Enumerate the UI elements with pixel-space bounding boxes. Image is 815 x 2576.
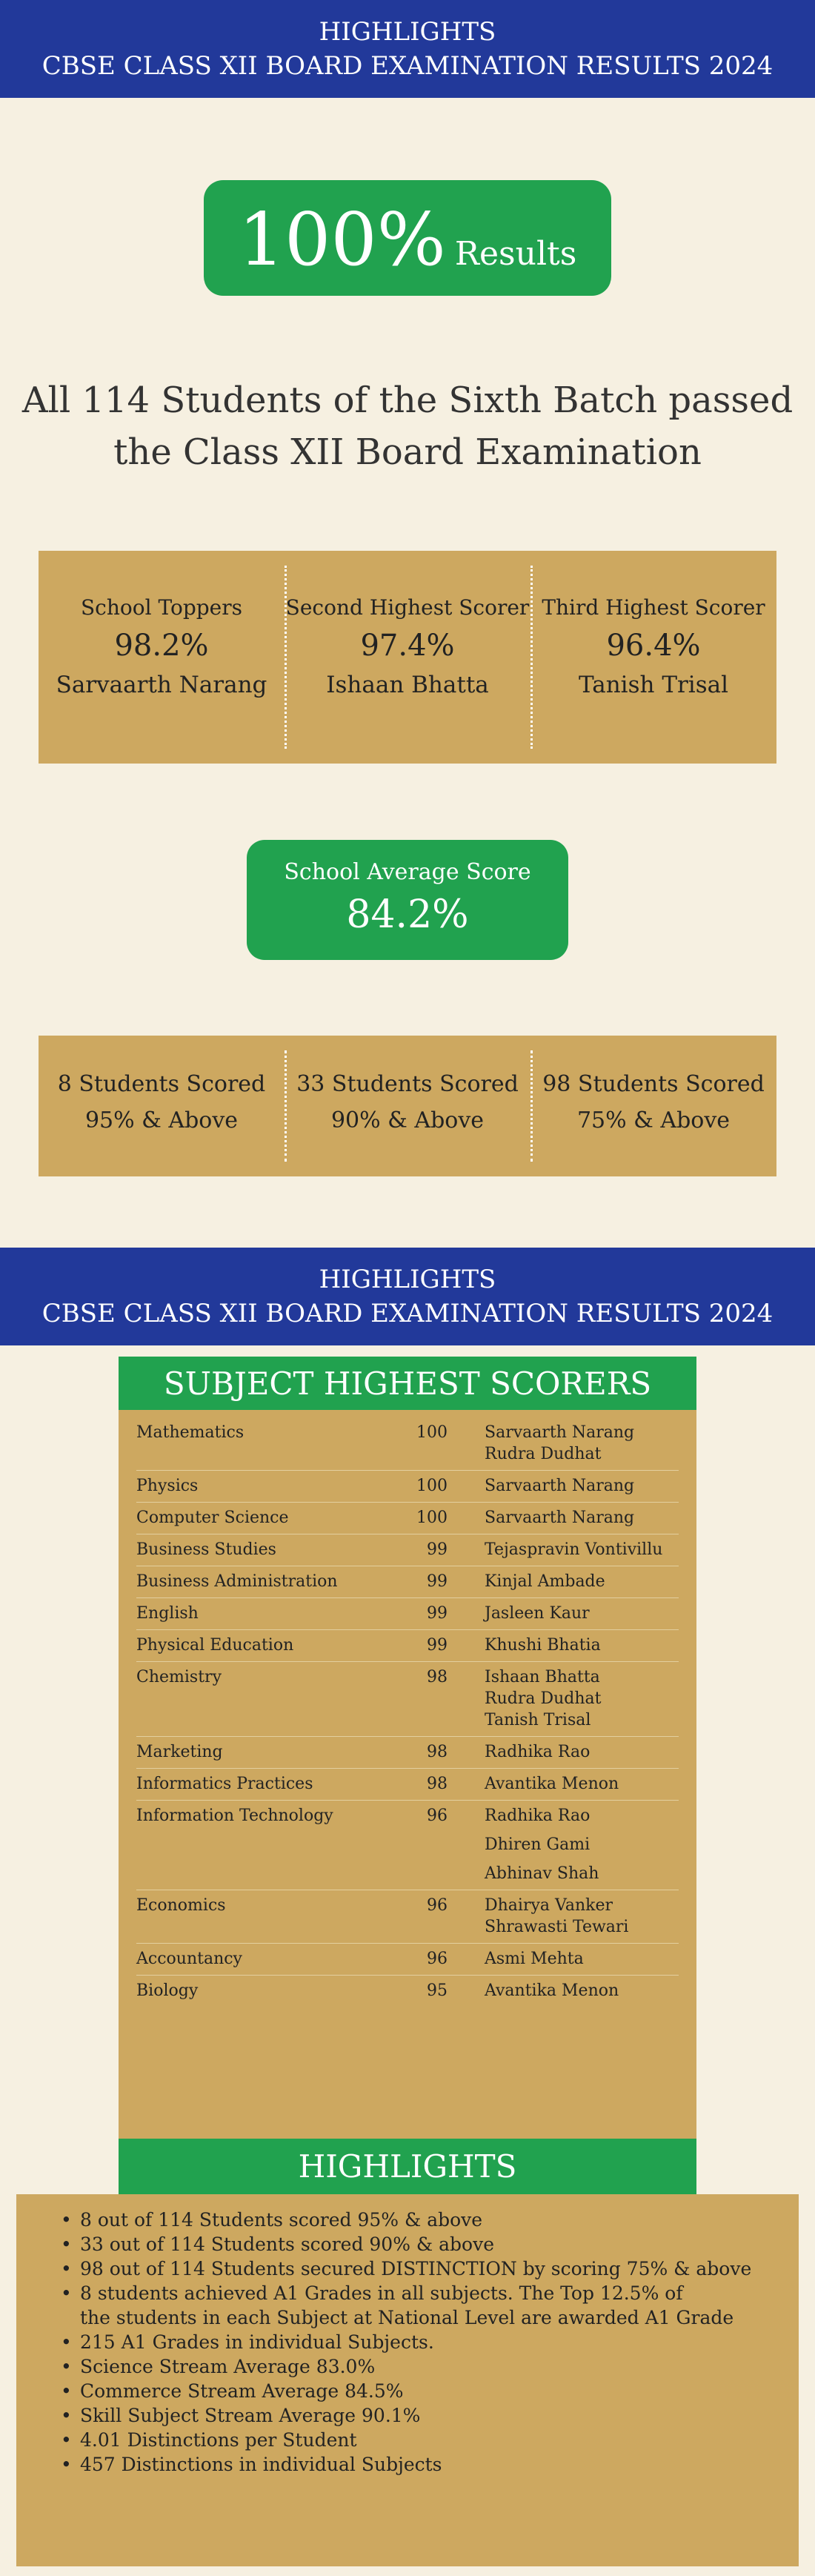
header-line-2: CBSE CLASS XII BOARD EXAMINATION RESULTS 2024 [41,51,774,81]
scorer-names [485,1422,634,1465]
subject-name: Information Technology [136,1807,333,1825]
subject-marks: 98 [427,1743,448,1761]
scorer-names [485,1507,634,1529]
bullet-icon: • [61,2282,72,2304]
average-value: 84.2% [346,893,469,937]
scorer-names [485,1571,605,1592]
subject-scorers-title: SUBJECT HIGHEST SCORERS [119,1357,696,1410]
subject-name: English [136,1604,199,1623]
list-item [61,2428,799,2452]
highlight-line: Skill Subject Stream Average 90.1% [80,2405,421,2426]
bullet-icon: • [61,2234,72,2255]
scorer-names [485,1773,619,1795]
table-row [136,1944,679,1976]
scorer-name: Radhika Rao [485,1807,591,1825]
scorer-name: Ishaan Bhatta [485,1668,600,1686]
table-row [136,1598,679,1630]
highlight-text [80,2379,404,2403]
bullet-icon: • [61,2454,72,2475]
topper-title: School Toppers [81,595,242,620]
highlight-line: 457 Distinctions in individual Subjects [80,2454,442,2475]
subject-name: Marketing [136,1743,223,1761]
subject-marks: 100 [416,1509,448,1527]
topper-score: 96.4% [606,629,701,663]
bullet-icon: • [61,2429,72,2451]
scorer-names [485,1539,662,1560]
bullet-icon: • [61,2380,72,2402]
subject-marks: 99 [427,1636,448,1655]
bullet-icon: • [61,2356,72,2377]
highlights-title: HIGHLIGHTS [119,2139,696,2194]
bullet-icon: • [61,2258,72,2279]
highlights-list [16,2194,799,2566]
highlight-line: 8 students achieved A1 Grades in all subjects. The Top 12.5% of [80,2282,683,2304]
topper-card [39,551,285,764]
band-line-2: 75% & Above [576,1107,731,1133]
topper-score: 98.2% [114,629,209,663]
subject-marks: 100 [416,1477,448,1495]
band-line-1: 33 Students Scored [296,1071,519,1097]
list-item [61,2281,799,2330]
topper-card [530,551,776,764]
result-label: Results [454,235,577,273]
subject-name: Computer Science [136,1509,289,1527]
subject-name: Mathematics [136,1423,245,1442]
table-row [136,1801,679,1890]
table-row [136,1503,679,1534]
result-badge [204,180,611,296]
scorer-name: Shrawasti Tewari [485,1918,629,1936]
average-badge [247,840,568,960]
subject-marks: 99 [427,1572,448,1591]
subject-marks: 100 [416,1423,448,1442]
score-bands-box [39,1036,776,1176]
subject-name: Business Studies [136,1540,276,1559]
header-line-2: CBSE CLASS XII BOARD EXAMINATION RESULTS 2024 [41,1299,774,1328]
passed-statement [0,374,815,478]
highlight-line: 215 A1 Grades in individual Subjects. [80,2331,434,2353]
highlight-line: 33 out of 114 Students scored 90% & above [80,2234,494,2255]
subject-marks: 96 [427,1950,448,1968]
table-row [136,1471,679,1503]
highlight-text [80,2403,420,2428]
passed-line-2: the Class XII Board Examination [113,431,702,473]
scorer-name: Asmi Mehta [485,1950,584,1968]
list-item [61,2330,799,2354]
topper-card [285,551,530,764]
subject-marks: 99 [427,1540,448,1559]
list-item [61,2379,799,2403]
subject-name: Biology [136,1981,199,2000]
subject-marks: 96 [427,1896,448,1915]
subject-name: Accountancy [136,1950,242,1968]
highlight-line: 8 out of 114 Students scored 95% & above [80,2209,483,2231]
subject-marks: 98 [427,1668,448,1686]
scorer-names [485,1948,584,1970]
table-row [136,1534,679,1566]
highlight-line: Science Stream Average 83.0% [80,2356,376,2377]
list-item [61,2257,799,2281]
highlight-text [80,2232,494,2257]
table-row [136,1630,679,1662]
scorer-names [485,1741,590,1763]
header-banner-2 [0,1248,815,1345]
table-row [136,1417,679,1471]
scorer-name: Rudra Dudhat [485,1689,602,1708]
table-row [136,1769,679,1801]
scorer-names [485,1805,599,1884]
list-item [61,2208,799,2232]
highlight-line: Commerce Stream Average 84.5% [80,2380,404,2402]
table-row [136,1976,679,2007]
subject-name: Business Administration [136,1572,338,1591]
scorer-names [485,1603,590,1624]
subject-marks: 99 [427,1604,448,1623]
highlight-line: the students in each Subject at National Level are awarded A1 Grade [80,2307,734,2328]
highlight-text [80,2330,434,2354]
bullet-icon: • [61,2209,72,2231]
band-line-1: 8 Students Scored [57,1071,266,1097]
header-line-1: HIGHLIGHTS [319,1265,496,1294]
highlight-text [80,2428,357,2452]
scorer-name: Rudra Dudhat [485,1445,602,1463]
list-item [61,2403,799,2428]
scorer-name: Jasleen Kaur [485,1604,590,1623]
header-banner [0,0,815,98]
scorer-name: Radhika Rao [485,1743,591,1761]
list-item [61,2354,799,2379]
table-row [136,1737,679,1769]
band-line-2: 95% & Above [84,1107,239,1133]
scorer-name: Khushi Bhatia [485,1636,601,1655]
scorer-name: Sarvaarth Narang [485,1423,635,1442]
passed-line-1: All 114 Students of the Sixth Batch passed [21,380,794,421]
scorer-names [485,1895,628,1938]
toppers-box [39,551,776,764]
table-row [136,1566,679,1598]
scorer-names [485,1475,634,1497]
scorer-names [485,1666,601,1731]
score-band [39,1036,285,1176]
scorer-name: Tanish Trisal [485,1711,591,1729]
subject-name: Informatics Practices [136,1775,313,1793]
subject-name: Physics [136,1477,199,1495]
band-line-2: 90% & Above [330,1107,485,1133]
scorer-name: Abhinav Shah [485,1864,599,1883]
score-band [530,1036,776,1176]
scorer-name: Avantika Menon [485,1775,619,1793]
list-item [61,2452,799,2477]
highlight-line: 4.01 Distinctions per Student [80,2429,357,2451]
highlight-text [80,2208,482,2232]
subject-scorers-table [119,1410,696,2173]
subject-name: Economics [136,1896,226,1915]
scorer-names [485,1980,619,2001]
highlight-text [80,2281,734,2330]
list-item [61,2232,799,2257]
bullet-icon: • [61,2331,72,2353]
scorer-name: Sarvaarth Narang [485,1477,635,1495]
highlight-text [80,2257,751,2281]
topper-name: Sarvaarth Narang [56,672,267,698]
highlight-text [80,2354,375,2379]
topper-name: Ishaan Bhatta [326,672,489,698]
topper-score: 97.4% [360,629,455,663]
scorer-name: Sarvaarth Narang [485,1509,635,1527]
scorer-names [485,1635,601,1656]
scorer-name: Tejaspravin Vontivillu [485,1540,663,1559]
subject-marks: 95 [427,1981,448,2000]
bullet-icon: • [61,2405,72,2426]
subject-marks: 98 [427,1775,448,1793]
subject-name: Chemistry [136,1668,222,1686]
highlight-text [80,2452,442,2477]
topper-name: Tanish Trisal [578,672,729,698]
scorer-name: Avantika Menon [485,1981,619,2000]
subject-marks: 96 [427,1807,448,1825]
score-band [285,1036,530,1176]
average-label: School Average Score [284,859,531,885]
result-percent: 100% [238,198,446,282]
table-row [136,1662,679,1737]
scorer-name: Kinjal Ambade [485,1572,605,1591]
scorer-name: Dhiren Gami [485,1835,591,1854]
subject-name: Physical Education [136,1636,294,1655]
subject-scorers-section [119,1357,696,2173]
header-line-1: HIGHLIGHTS [319,17,496,47]
highlight-line: 98 out of 114 Students secured DISTINCTION by scoring 75% & above [80,2258,752,2279]
band-line-1: 98 Students Scored [542,1071,765,1097]
scorer-name: Dhairya Vanker [485,1896,613,1915]
topper-title: Third Highest Scorer [542,595,765,620]
table-row [136,1890,679,1944]
topper-title: Second Highest Scorer [285,595,530,620]
